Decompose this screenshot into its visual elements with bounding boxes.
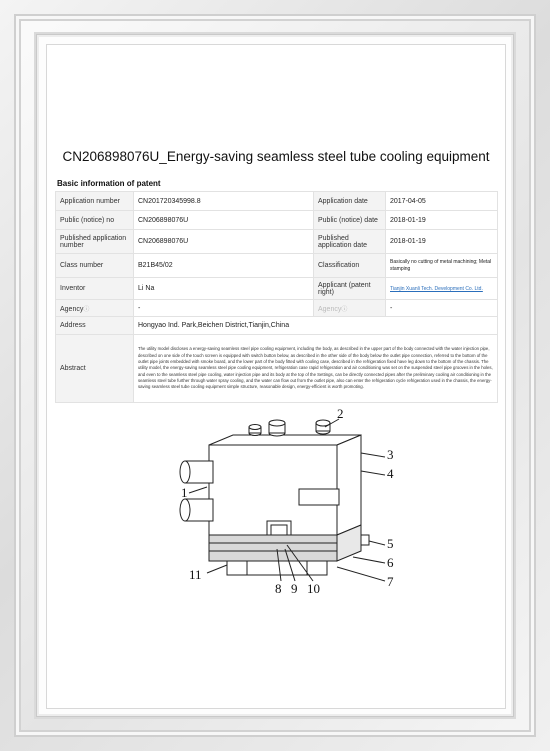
public-date-label: Public (notice) date: [314, 211, 386, 230]
table-row: [56, 317, 498, 335]
section-title: Basic information of patent: [57, 179, 161, 188]
agency2-value: -: [386, 300, 498, 317]
drawing-label-4: 4: [387, 466, 394, 481]
application-date-value: 2017-04-05: [386, 192, 498, 211]
address-value: Hongyao Ind. Park,Beichen District,Tianjin,China: [134, 317, 498, 335]
applicant-cell: [386, 278, 498, 300]
applicant-link[interactable]: Tianjin Xuanli Tech. Development Co. Ltd.: [390, 286, 483, 292]
table-row: [56, 254, 498, 278]
address-label: Address: [56, 317, 134, 335]
class-number-label: Class number: [56, 254, 134, 278]
public-no-label: Public (notice) no: [56, 211, 134, 230]
applicant-label: Applicant (patent right): [314, 278, 386, 300]
published-app-number-value: CN206898076U: [134, 230, 314, 254]
touch-screen: [299, 489, 339, 505]
drawing-label-2: 2: [337, 409, 344, 421]
classification-label: Classification: [314, 254, 386, 278]
help-icon[interactable]: ⓘ: [341, 306, 348, 313]
published-app-number-label: Published application number: [56, 230, 134, 254]
inventor-value: Li Na: [134, 278, 314, 300]
abstract-text: The utility model discloses a energy-saving seamless steel pipe cooling equipment, including the body, as described in the upper part of the body connected with the water injection pipe, described on one side of the touch screen is equipped with switch button below, as described in the other side of the body below the outlet pipe connection, referred to the bottom of the outlet pipe joints embedded with smoke board, and the lower part of the body fitted with cooling case, described in the refrigeration fixed have leg down to the bottom of the chassis. The utility model, the energy-saving seamless steel pipe cooling equipment, refrigeration case rapid refrigeration and air conditioning was set on the suspended steel pipe grooves in the holes, and even to the seamless steel pipe cooling, water injection pipe and its body at the top of the Settings, can be directly connected pipes after the preliminary cooling air conditioning in the seamless steel tube further through water spray cooling, and the water can flow out from the outlet pipe, also can enter the refrigeration cycle refrigeration used in the chassis, the energy-saving seamless steel tube cooling equipment simple structure, reasonable design, energy-efficient is worth promoting.: [134, 335, 498, 403]
patent-drawing: [127, 409, 427, 609]
patent-info-table: [55, 191, 498, 403]
table-row: [56, 211, 498, 230]
table-row: [56, 300, 498, 317]
body-side: [337, 435, 361, 535]
table-row: [56, 278, 498, 300]
application-date-label: Application date: [314, 192, 386, 211]
agency-value: -: [134, 300, 314, 317]
help-icon[interactable]: ⓘ: [83, 306, 90, 313]
drawing-label-8: 8: [275, 581, 282, 596]
application-number-value: CN201720345998.8: [134, 192, 314, 211]
table-row: [56, 335, 498, 403]
agency2-label-cell: [314, 300, 386, 317]
inventor-label: Inventor: [56, 278, 134, 300]
patent-document: [46, 44, 506, 709]
drawing-label-7: 7: [387, 574, 394, 589]
table-row: [56, 192, 498, 211]
drawing-label-10: 10: [307, 581, 320, 596]
drawing-label-1: 1: [181, 485, 188, 500]
drawing-label-6: 6: [387, 555, 394, 570]
published-app-date-label: Published application date: [314, 230, 386, 254]
abstract-label: Abstract: [56, 335, 134, 403]
page-title: CN206898076U_Energy-saving seamless steel tube cooling equipment: [62, 149, 490, 164]
public-no-value: CN206898076U: [134, 211, 314, 230]
drawing-label-3: 3: [387, 447, 394, 462]
classification-value: Basically no cutting of metal machining; Metal stamping: [386, 254, 498, 278]
agency-label-cell: [56, 300, 134, 317]
published-app-date-value: 2018-01-19: [386, 230, 498, 254]
drawing-label-11: 11: [189, 567, 202, 582]
drawing-label-9: 9: [291, 581, 298, 596]
agency2-label: Agency: [318, 305, 342, 313]
drawing-label-5: 5: [387, 536, 394, 551]
public-date-value: 2018-01-19: [386, 211, 498, 230]
agency-label: Agency: [60, 305, 84, 313]
table-row: [56, 230, 498, 254]
application-number-label: Application number: [56, 192, 134, 211]
body-top: [209, 435, 361, 445]
class-number-value: B21B45/02: [134, 254, 314, 278]
